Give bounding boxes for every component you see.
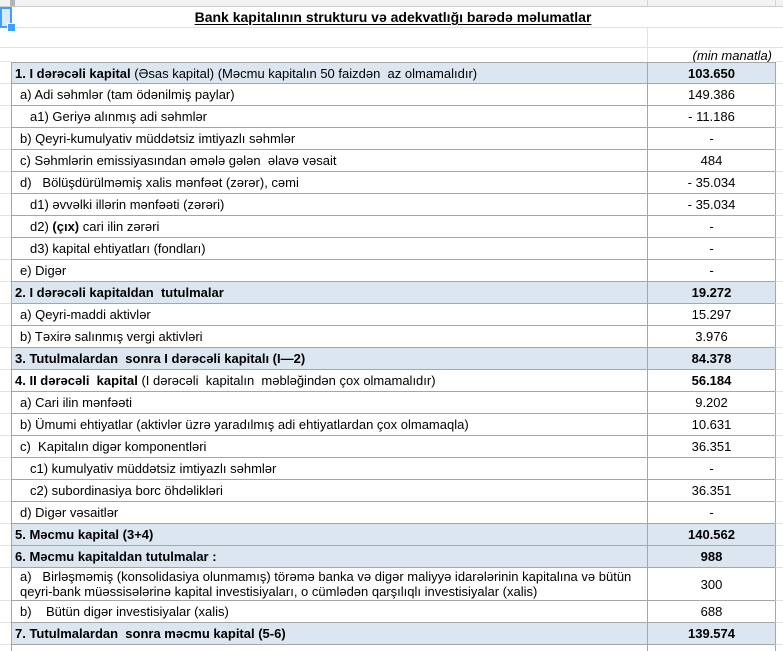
gutter-cell [0, 62, 11, 84]
empty-cell[interactable] [647, 28, 775, 48]
unit-note[interactable]: (min manatla) [647, 48, 775, 62]
capital-table [0, 62, 783, 645]
gutter-cell [0, 172, 11, 194]
table-row [0, 392, 783, 414]
row-label-cell[interactable] [11, 172, 647, 194]
row-label-cell[interactable] [11, 238, 647, 260]
label-bold-segment: 7. Tutulmalardan sonra məcmu kapital (5-6) [15, 626, 286, 641]
table-row [0, 106, 783, 128]
row-value-cell[interactable]: 300 [647, 568, 775, 601]
gutter-cell-right [775, 106, 783, 128]
label-segment: a1) Geriyə alınmış adi səhmlər [30, 109, 208, 124]
row-label-cell[interactable] [11, 106, 647, 128]
label-segment: cari ilin zərəri [79, 219, 160, 234]
row-label-cell[interactable] [11, 128, 647, 150]
gutter-cell [0, 568, 11, 601]
row-value-cell[interactable]: - [647, 260, 775, 282]
gutter-cell-right [775, 48, 783, 62]
table-row [0, 216, 783, 238]
gutter-cell-right [775, 348, 783, 370]
gutter-cell-right [775, 304, 783, 326]
row-label-cell[interactable] [11, 150, 647, 172]
gutter-cell [0, 414, 11, 436]
empty-row [0, 28, 783, 48]
row-value-cell[interactable]: 84.378 [647, 348, 775, 370]
row-label-cell[interactable] [11, 436, 647, 458]
gutter-cell-right [775, 414, 783, 436]
gutter-cell-right [775, 238, 783, 260]
gutter-cell [0, 194, 11, 216]
row-value-cell[interactable]: - 11.186 [647, 106, 775, 128]
gutter-cell-right [775, 172, 783, 194]
row-label-cell[interactable] [11, 502, 647, 524]
gutter-cell-right [775, 216, 783, 238]
table-row [0, 150, 783, 172]
label-bold-segment: (çıx) [52, 219, 80, 234]
gutter-cell [0, 546, 11, 568]
gutter-cell [0, 106, 11, 128]
row-value-cell[interactable]: 103.650 [647, 62, 775, 84]
table-row [0, 128, 783, 150]
gutter-cell-right [775, 458, 783, 480]
label-segment: b) Ümumi ehtiyatlar (aktivlər üzrə yaradılmış adi ehtiyatlardan çox olmamaqla) [20, 417, 469, 432]
label-segment: e) Digər [20, 263, 67, 278]
row-label-cell[interactable] [11, 414, 647, 436]
table-row [0, 370, 783, 392]
table-row [0, 546, 783, 568]
gutter-cell [0, 282, 11, 304]
label-segment: a) Qeyri-maddi aktivlər [20, 307, 151, 322]
row-value-cell[interactable]: - [647, 238, 775, 260]
gutter-cell-right [775, 128, 783, 150]
row-value-cell[interactable]: - 35.034 [647, 172, 775, 194]
label-segment: c2) subordinasiya borc öhdəlikləri [30, 483, 223, 498]
table-row [0, 348, 783, 370]
row-value-cell[interactable]: 15.297 [647, 304, 775, 326]
gutter-cell [0, 238, 11, 260]
gutter-cell [0, 370, 11, 392]
gutter-cell-right [775, 326, 783, 348]
fill-handle[interactable] [7, 23, 16, 32]
gutter-cell [0, 216, 11, 238]
row-label-cell[interactable] [11, 370, 647, 392]
unit-note-row [0, 48, 783, 62]
row-label-cell[interactable] [11, 260, 647, 282]
table-row [0, 260, 783, 282]
table-row [0, 194, 783, 216]
gutter-cell [0, 524, 11, 546]
row-value-cell[interactable]: 56.184 [647, 370, 775, 392]
row-label-cell[interactable] [11, 194, 647, 216]
table-row [0, 480, 783, 502]
row-value-cell[interactable]: 140.562 [647, 524, 775, 546]
empty-cell [647, 645, 775, 651]
gutter-cell-right [775, 28, 783, 48]
row-label-cell[interactable] [11, 62, 647, 84]
label-segment: b) Bütün digər investisiyalar (xalis) [20, 604, 229, 619]
gutter-cell [0, 645, 11, 651]
row-value-cell[interactable]: 149.386 [647, 84, 775, 106]
table-row [0, 326, 783, 348]
table-row [0, 524, 783, 546]
row-label-cell[interactable] [11, 568, 647, 601]
header-strip [0, 0, 783, 7]
row-value-cell[interactable]: - [647, 502, 775, 524]
row-value-cell[interactable]: - [647, 128, 775, 150]
label-segment: (I dərəcəli kapitalın məbləğindən çox olmamalıdır) [137, 373, 436, 388]
row-value-cell[interactable]: - [647, 458, 775, 480]
row-value-cell[interactable]: 988 [647, 546, 775, 568]
row-value-cell[interactable]: 139.574 [647, 623, 775, 645]
row-value-cell[interactable]: 10.631 [647, 414, 775, 436]
gutter-cell-right [775, 568, 783, 601]
row-value-cell[interactable]: 36.351 [647, 436, 775, 458]
table-row [0, 304, 783, 326]
row-label-cell[interactable] [11, 216, 647, 238]
gutter-cell-right [775, 623, 783, 645]
table-row [0, 414, 783, 436]
label-segment: c) Kapitalın digər komponentləri [20, 439, 207, 454]
gutter-cell-right [775, 282, 783, 304]
table-row [0, 502, 783, 524]
row-label-cell[interactable] [11, 304, 647, 326]
label-segment: d) Bölüşdürülməmiş xalis mənfəət (zərər), cəmi [20, 175, 299, 190]
gridline [775, 0, 776, 6]
row-label-cell[interactable] [11, 480, 647, 502]
label-bold-segment: 1. I dərəcəli kapital [15, 65, 131, 81]
gutter-cell [0, 260, 11, 282]
next-row-sliver [0, 645, 783, 651]
gutter-cell [0, 436, 11, 458]
gutter-cell-right [775, 502, 783, 524]
row-label-cell[interactable] [11, 601, 647, 623]
gutter-cell [0, 623, 11, 645]
gutter-cell-right [775, 436, 783, 458]
label-bold-segment: 5. Məcmu kapital (3+4) [15, 527, 154, 542]
gutter-cell-right [775, 84, 783, 106]
gutter-cell-right [775, 546, 783, 568]
empty-cell[interactable] [11, 48, 647, 62]
label-bold-segment: 4. II dərəcəli kapital [15, 373, 138, 388]
row-label-cell[interactable] [11, 546, 647, 568]
gutter-cell [0, 348, 11, 370]
row-value-cell[interactable]: 9.202 [647, 392, 775, 414]
row-value-cell[interactable]: - 35.034 [647, 194, 775, 216]
gutter-cell [0, 458, 11, 480]
gridline [647, 0, 648, 6]
label-segment: c1) kumulyativ müddətsiz imtiyazlı səhmlər [30, 461, 277, 476]
gutter-cell-right [775, 524, 783, 546]
column-divider-handle [10, 0, 15, 6]
gutter-cell [0, 128, 11, 150]
gutter-cell [0, 502, 11, 524]
table-row [0, 238, 783, 260]
gutter-cell [0, 304, 11, 326]
table-row [0, 568, 783, 601]
gutter-cell [0, 480, 11, 502]
empty-cell[interactable] [11, 28, 647, 48]
row-label-cell[interactable] [11, 326, 647, 348]
table-row [0, 84, 783, 106]
table-row [0, 172, 783, 194]
row-label-cell[interactable] [11, 524, 647, 546]
label-segment: b) Qeyri-kumulyativ müddətsiz imtiyazlı səhmlər [20, 131, 296, 146]
label-bold-segment: 6. Məcmu kapitaldan tutulmalar : [15, 549, 217, 564]
empty-cell [11, 645, 647, 651]
gutter-cell-right [775, 150, 783, 172]
label-segment: a) Cari ilin mənfəəti [20, 395, 132, 410]
row-value-cell[interactable]: - [647, 216, 775, 238]
gutter-cell-right [775, 7, 783, 28]
sheet-title[interactable]: Bank kapitalının strukturu və adekvatlığı barədə məlumatlar [11, 7, 775, 28]
gutter-cell [0, 392, 11, 414]
label-bold-segment: 3. Tutulmalardan sonra I dərəcəli kapitalı (I—2) [15, 351, 306, 366]
label-segment: d3) kapital ehtiyatları (fondları) [30, 241, 206, 256]
label-segment: b) Təxirə salınmış vergi aktivləri [20, 329, 203, 344]
row-label-cell[interactable] [11, 84, 647, 106]
table-row [0, 62, 783, 84]
gutter-cell [0, 150, 11, 172]
label-segment: c) Səhmlərin emissiyasından əmələ gələn əlavə vəsait [20, 153, 337, 168]
table-row [0, 282, 783, 304]
gutter-cell [0, 48, 11, 62]
row-value-cell[interactable]: 688 [647, 601, 775, 623]
label-segment: (Əsas kapital) (Məcmu kapitalın 50 faizdən az olmamalıdır) [130, 65, 478, 81]
label-segment: d1) əvvəlki illərin mənfəəti (zərəri) [30, 197, 225, 212]
table-row [0, 436, 783, 458]
gutter-cell-right [775, 370, 783, 392]
row-value-cell[interactable]: 3.976 [647, 326, 775, 348]
title-row [0, 7, 783, 28]
row-label-cell[interactable] [11, 458, 647, 480]
row-label-cell[interactable] [11, 623, 647, 645]
row-value-cell[interactable]: 484 [647, 150, 775, 172]
gutter-cell [0, 601, 11, 623]
label-segment: d2) [30, 219, 53, 234]
table-row [0, 458, 783, 480]
label-bold-segment: 2. I dərəcəli kapitaldan tutulmalar [15, 285, 224, 300]
gutter-cell-right [775, 601, 783, 623]
table-row [0, 623, 783, 645]
gutter-cell-right [775, 62, 783, 84]
row-label-cell[interactable] [11, 282, 647, 304]
label-segment: a) Adi səhmlər (tam ödənilmiş paylar) [20, 87, 235, 102]
row-value-cell[interactable]: 36.351 [647, 480, 775, 502]
label-segment: a) Birləşməmiş (konsolidasiya olunmamış) törəmə banka və digər maliyyə idarələrinin kapitalına və bütün qeyri-bank müəssisələrinə kapital investisiyaları, o cümlədən qarşılıqlı investisiyalar (xalis) [20, 569, 635, 599]
gutter-cell-right [775, 480, 783, 502]
gutter-cell [0, 84, 11, 106]
gutter-cell [0, 326, 11, 348]
row-label-cell[interactable] [11, 348, 647, 370]
table-row [0, 601, 783, 623]
gutter-cell-right [775, 260, 783, 282]
row-value-cell[interactable]: 19.272 [647, 282, 775, 304]
gutter-cell-right [775, 645, 783, 651]
gutter-cell-right [775, 392, 783, 414]
row-label-cell[interactable] [11, 392, 647, 414]
gutter-cell-right [775, 194, 783, 216]
label-segment: d) Digər vəsaitlər [20, 505, 119, 520]
